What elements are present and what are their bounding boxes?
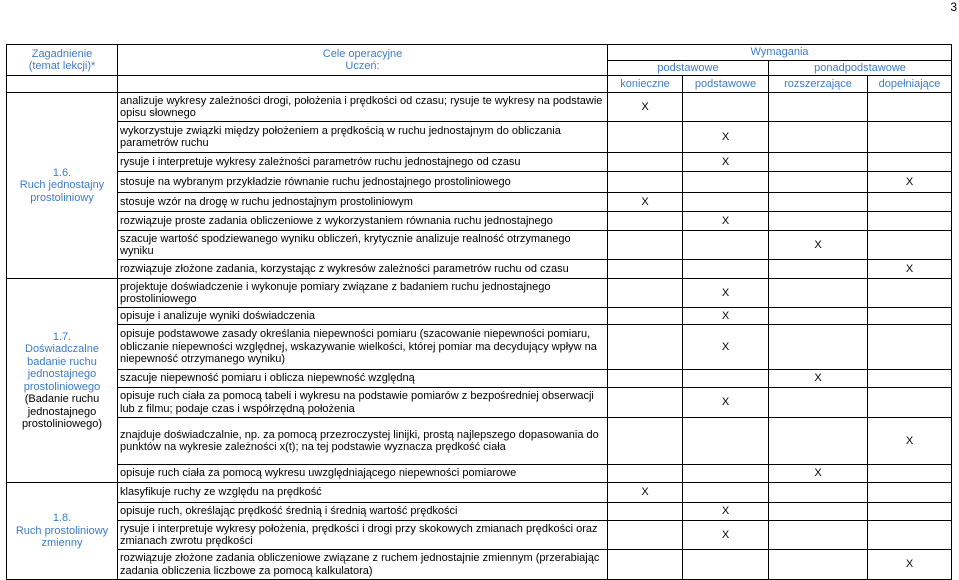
requirement-mark-cell [769,260,868,279]
requirement-mark-cell [769,279,868,308]
table-row [7,483,952,503]
goal-text: opisuje i analizuje wyniki doświadczenia [118,308,608,325]
topic-spacer [7,76,118,93]
requirement-mark-cell [683,93,769,122]
requirement-mark-cell [868,153,952,172]
requirement-mark-cell: X [683,388,769,418]
requirement-mark-cell [608,521,683,550]
requirement-mark-cell [608,122,683,153]
requirement-mark-cell [769,193,868,212]
table-row [7,308,952,325]
col-header-rozszerzajace: rozszerzające [769,76,868,93]
requirement-mark-cell [769,93,868,122]
requirement-mark-cell [683,418,769,465]
requirement-mark-cell: X [868,260,952,279]
requirement-mark-cell [683,172,769,193]
goal-text: stosuje wzór na drogę w ruchu jednostajnym prostoliniowym [118,193,608,212]
topic-number: 1.6. [52,166,72,179]
requirement-mark-cell [868,308,952,325]
requirement-mark-cell: X [868,550,952,580]
goal-text: wykorzystuje związki między położeniem a prędkością w ruchu jednostajnym do obliczania parametrów ruchu [118,122,608,153]
requirement-mark-cell [868,193,952,212]
requirement-mark-cell: X [608,483,683,503]
col-header-dopelniajace: dopełniające [868,76,952,93]
table-row [7,370,952,388]
requirement-mark-cell: X [608,193,683,212]
requirement-mark-cell [608,308,683,325]
requirement-mark-cell [608,550,683,580]
requirement-mark-cell [769,418,868,465]
requirement-mark-cell: X [683,325,769,370]
requirement-mark-cell [769,153,868,172]
requirement-mark-cell [868,231,952,260]
requirement-mark-cell [608,465,683,483]
requirement-mark-cell [868,521,952,550]
topic-cell [7,483,118,580]
requirement-mark-cell [769,325,868,370]
goal-text: projektuje doświadczenie i wykonuje pomiary związane z badaniem ruchu jednostajnego prostoliniowego [118,279,608,308]
requirement-mark-cell [683,370,769,388]
requirement-mark-cell [769,521,868,550]
col-header-konieczne: konieczne [608,76,683,93]
topic-cell [7,93,118,279]
requirements-header: Wymagania [608,45,952,61]
advanced-header: ponadpodstawowe [769,61,952,76]
requirement-mark-cell [769,172,868,193]
goal-text: stosuje na wybranym przykładzie równanie ruchu jednostajnego prostoliniowego [118,172,608,193]
requirement-mark-cell: X [769,231,868,260]
table-row [7,193,952,212]
requirement-mark-cell [608,231,683,260]
table-row [7,550,952,580]
requirement-mark-cell [608,418,683,465]
table-row [7,260,952,279]
topic-cell [7,279,118,483]
requirement-mark-cell [769,308,868,325]
table-row [7,93,952,122]
requirement-mark-cell: X [868,418,952,465]
goal-text: rysuje i interpretuje wykresy położenia, prędkości i drogi przy skokowych zmianach prędkości oraz zmianach zwrotu prędkości [118,521,608,550]
requirement-mark-cell [608,370,683,388]
topic-number: 1.7. [52,330,72,343]
topic-header: Zagadnienie (temat lekcji)* [7,45,118,76]
requirement-mark-cell [608,172,683,193]
table-row [7,122,952,153]
table-row [7,231,952,260]
topic-title: Ruch prostoliniowy zmienny [15,524,109,550]
topic-title: Ruch jednostajny prostoliniowy [19,179,105,204]
goals-spacer [118,76,608,93]
table-row [7,172,952,193]
table-row [7,465,952,483]
requirement-mark-cell [683,465,769,483]
table-row [7,153,952,172]
topic-title: Doświadczalne badanie ruchu jednostajnego prostoliniowego [23,343,101,393]
topic-subtitle: (Badanie ruchu jednostajnego prostoliniowego) [21,393,103,430]
requirement-mark-cell [868,325,952,370]
requirement-mark-cell [608,153,683,172]
page-number: 3 [950,0,957,14]
requirement-mark-cell [683,550,769,580]
goal-text: klasyfikuje ruchy ze względu na prędkość [118,483,608,503]
requirement-mark-cell: X [683,503,769,521]
requirement-mark-cell [868,212,952,231]
requirement-mark-cell [608,388,683,418]
requirement-mark-cell [868,122,952,153]
requirement-mark-cell [868,388,952,418]
requirement-mark-cell [608,279,683,308]
goal-text: znajduje doświadczalnie, np. za pomocą przezroczystej linijki, prostą najlepszego dopasowania do punktów na wykresie zależności x(t); na tej podstawie wyznacza prędkość ciała [118,418,608,465]
requirement-mark-cell [608,325,683,370]
requirement-mark-cell [769,122,868,153]
requirement-mark-cell [683,231,769,260]
requirement-mark-cell [683,260,769,279]
requirement-mark-cell: X [608,93,683,122]
requirement-mark-cell: X [769,465,868,483]
requirement-mark-cell [769,550,868,580]
goals-sub: Uczeń: [345,60,380,72]
requirement-mark-cell [683,193,769,212]
table-row [7,418,952,465]
goal-text: szacuje niepewność pomiaru i oblicza niepewność względną [118,370,608,388]
goal-text: rysuje i interpretuje wykresy zależności parametrów ruchu jednostajnego od czasu [118,153,608,172]
requirement-mark-cell [769,483,868,503]
requirement-mark-cell [608,503,683,521]
requirement-mark-cell [769,503,868,521]
requirement-mark-cell [683,483,769,503]
requirement-mark-cell: X [683,308,769,325]
goal-text: analizuje wykresy zależności drogi, położenia i prędkości od czasu; rysuje te wykresy na podstawie opisu słownego [118,93,608,122]
requirement-mark-cell: X [683,153,769,172]
table-row [7,521,952,550]
goal-text: rozwiązuje złożone zadania obliczeniowe związane z ruchem jednostajnie zmiennym (przerabiając zadania obliczenia liczbowe za pomocą kalkulatora) [118,550,608,580]
table-row [7,388,952,418]
table-row [7,325,952,370]
requirement-mark-cell [608,212,683,231]
goal-text: opisuje ruch ciała za pomocą tabeli i wykresu na podstawie pomiarów z bezpośredniej obserwacji lub z filmu; podaje czas i współrzędną położenia [118,388,608,418]
requirement-mark-cell [868,93,952,122]
requirement-mark-cell: X [769,370,868,388]
requirement-mark-cell: X [683,279,769,308]
basic-header: podstawowe [608,61,769,76]
requirement-mark-cell [868,483,952,503]
goal-text: rozwiązuje złożone zadania, korzystając z wykresów zależności parametrów ruchu od czasu [118,260,608,279]
goal-text: opisuje podstawowe zasady określania niepewności pomiaru (szacowanie niepewności pomiaru, obliczanie niepewności względnej, wskazywanie wielkości, której pomiar ma decydujący wpływ na niepewność otrzymanego wyniku) [118,325,608,370]
goal-text: rozwiązuje proste zadania obliczeniowe z wykorzystaniem równania ruchu jednostajnego [118,212,608,231]
table-row [7,503,952,521]
curriculum-table [6,44,952,580]
goal-text: opisuje ruch, określając prędkość średnią i średnią wartość prędkości [118,503,608,521]
requirement-mark-cell [868,370,952,388]
table-row [7,279,952,308]
requirement-mark-cell [868,503,952,521]
requirement-mark-cell: X [683,122,769,153]
requirement-mark-cell: X [683,212,769,231]
requirement-mark-cell [608,260,683,279]
table-row [7,212,952,231]
goals-title: Cele operacyjne [322,47,403,60]
goals-header [118,45,608,76]
requirement-mark-cell: X [683,521,769,550]
requirement-mark-cell [769,212,868,231]
requirement-mark-cell [868,465,952,483]
col-header-podstawowe: podstawowe [683,76,769,93]
goal-text: opisuje ruch ciała za pomocą wykresu uwzględniającego niepewności pomiarowe [118,465,608,483]
goal-text: szacuje wartość spodziewanego wyniku obliczeń, krytycznie analizuje realność otrzymanego wyniku [118,231,608,260]
requirement-mark-cell [769,388,868,418]
requirement-mark-cell: X [868,172,952,193]
topic-number: 1.8. [52,512,72,525]
requirement-mark-cell [868,279,952,308]
